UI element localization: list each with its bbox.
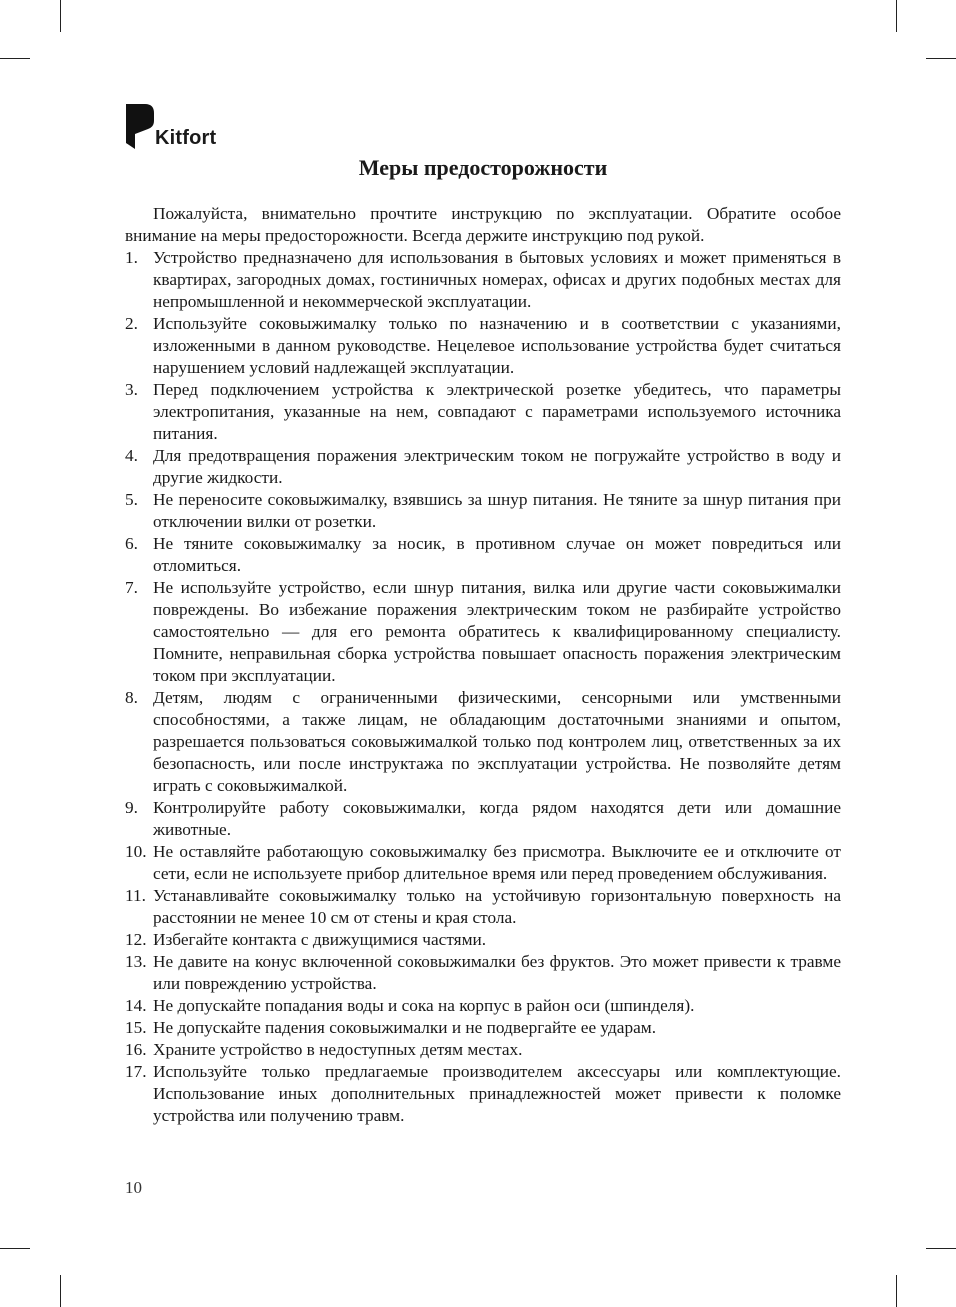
list-item-text: Детям, людям с ограниченными физическими, сенсорными или умственными способностями, а также лицам, не обладающим достаточными знаниями и опытом, разрешается пользоваться соковыжималкой только под контролем лиц, ответственных за их безопасность, или после инструктажа по эксплуатации устройства. Не позволяйте детям играть с соковыжималкой. <box>153 688 841 795</box>
list-item-number: 12. <box>125 930 147 949</box>
crop-mark-bottom-left-h <box>0 1248 30 1249</box>
list-item-text: Не допускайте падения соковыжималки и не подвергайте ее ударам. <box>153 1018 657 1037</box>
list-item <box>125 885 841 929</box>
list-item <box>125 445 841 489</box>
crop-mark-bottom-right <box>896 1275 897 1307</box>
list-item-number: 17. <box>125 1062 147 1081</box>
list-item <box>125 995 841 1017</box>
crop-mark-top-left <box>60 0 61 32</box>
list-item-text: Не давите на конус включенной соковыжималки без фруктов. Это может привести к травме или повреждению устройства. <box>153 952 841 993</box>
list-item-number: 5. <box>125 490 138 509</box>
list-item-text: Контролируйте работу соковыжималки, когда рядом находятся дети или домашние животные. <box>153 798 841 839</box>
safety-section <box>125 203 841 1127</box>
list-item-text: Не используйте устройство, если шнур питания, вилка или другие части соковыжималки повреждены. Во избежание поражения электрическим током не разбирайте устройство самостоятельно — для его ремонта обратитесь к квалифицированному специалисту. Помните, неправильная сборка устройства повышает опасность поражения электрическим током при эксплуатации. <box>153 578 841 685</box>
list-item-number: 13. <box>125 952 147 971</box>
list-item-number: 15. <box>125 1018 147 1037</box>
list-item-text: Для предотвращения поражения электрическим током не погружайте устройство в воду и другие жидкости. <box>153 446 841 487</box>
list-item <box>125 1061 841 1127</box>
list-item <box>125 247 841 313</box>
precautions-list <box>125 247 841 1127</box>
list-item-text: Храните устройство в недоступных детям местах. <box>153 1040 523 1059</box>
list-item-number: 4. <box>125 446 138 465</box>
list-item <box>125 313 841 379</box>
list-item <box>125 797 841 841</box>
kitfort-logo-icon <box>125 103 155 151</box>
brand-logo <box>125 103 235 153</box>
list-item-text: Не оставляйте работающую соковыжималку без присмотра. Выключите ее и отключите от сети, если не используете прибор длительное время или перед проведением обслуживания. <box>153 842 841 883</box>
list-item <box>125 687 841 797</box>
list-item-text: Избегайте контакта с движущимися частями. <box>153 930 487 949</box>
list-item-text: Устанавливайте соковыжималку только на устойчивую горизонтальную поверхность на расстоянии не менее 10 см от стены и края стола. <box>153 886 841 927</box>
brand-name: Kitfort <box>155 127 217 149</box>
crop-mark-top-left-h <box>0 58 30 59</box>
list-item-text: Не переносите соковыжималку, взявшись за шнур питания. Не тяните за шнур питания при отключении вилки от розетки. <box>153 490 841 531</box>
list-item <box>125 1017 841 1039</box>
list-item-number: 14. <box>125 996 147 1015</box>
list-item <box>125 489 841 533</box>
list-item-text: Устройство предназначено для использования в бытовых условиях и может применяться в квартирах, загородных домах, гостиничных номерах, офисах и других подобных местах для непромышленной и некоммерческой эксплуатации. <box>153 248 841 311</box>
list-item <box>125 577 841 687</box>
list-item-text: Не допускайте попадания воды и сока на корпус в район оси (шпинделя). <box>153 996 695 1015</box>
list-item-text: Не тяните соковыжималку за носик, в противном случае он может повредиться или отломиться. <box>153 534 841 575</box>
list-item-number: 9. <box>125 798 138 817</box>
list-item-text: Используйте соковыжималку только по назначению и в соответствии с указаниями, изложенными в данном руководстве. Нецелевое использование устройства будет считаться нарушением условий надлежащей эксплуатации. <box>153 314 841 377</box>
list-item-number: 6. <box>125 534 138 553</box>
page-number: 10 <box>125 1178 142 1197</box>
crop-mark-top-right <box>896 0 897 32</box>
list-item-number: 2. <box>125 314 138 333</box>
list-item-number: 7. <box>125 578 138 597</box>
list-item-number: 16. <box>125 1040 147 1059</box>
list-item <box>125 951 841 995</box>
list-item <box>125 1039 841 1061</box>
list-item-number: 3. <box>125 380 138 399</box>
list-item-number: 1. <box>125 248 138 267</box>
crop-mark-top-right-h <box>926 58 956 59</box>
list-item <box>125 929 841 951</box>
list-item-text: Перед подключением устройства к электрической розетке убедитесь, что параметры электропитания, указанные на нем, совпадают с параметрами используемого источника питания. <box>153 380 841 443</box>
list-item <box>125 379 841 445</box>
list-item-number: 10. <box>125 842 147 861</box>
list-item-number: 8. <box>125 688 138 707</box>
crop-mark-bottom-left <box>60 1275 61 1307</box>
list-item <box>125 533 841 577</box>
crop-mark-bottom-right-h <box>926 1248 956 1249</box>
list-item-number: 11. <box>125 886 146 905</box>
list-item <box>125 841 841 885</box>
page-title: Меры предосторожности <box>358 155 608 180</box>
intro-paragraph: Пожалуйста, внимательно прочтите инструкцию по эксплуатации. Обратите особое внимание на меры предосторожности. Всегда держите инструкцию под рукой. <box>125 204 841 245</box>
list-item-text: Используйте только предлагаемые производителем аксессуары или комплектующие. Использование иных дополнительных принадлежностей может привести к поломке устройства или получению травм. <box>153 1062 841 1125</box>
